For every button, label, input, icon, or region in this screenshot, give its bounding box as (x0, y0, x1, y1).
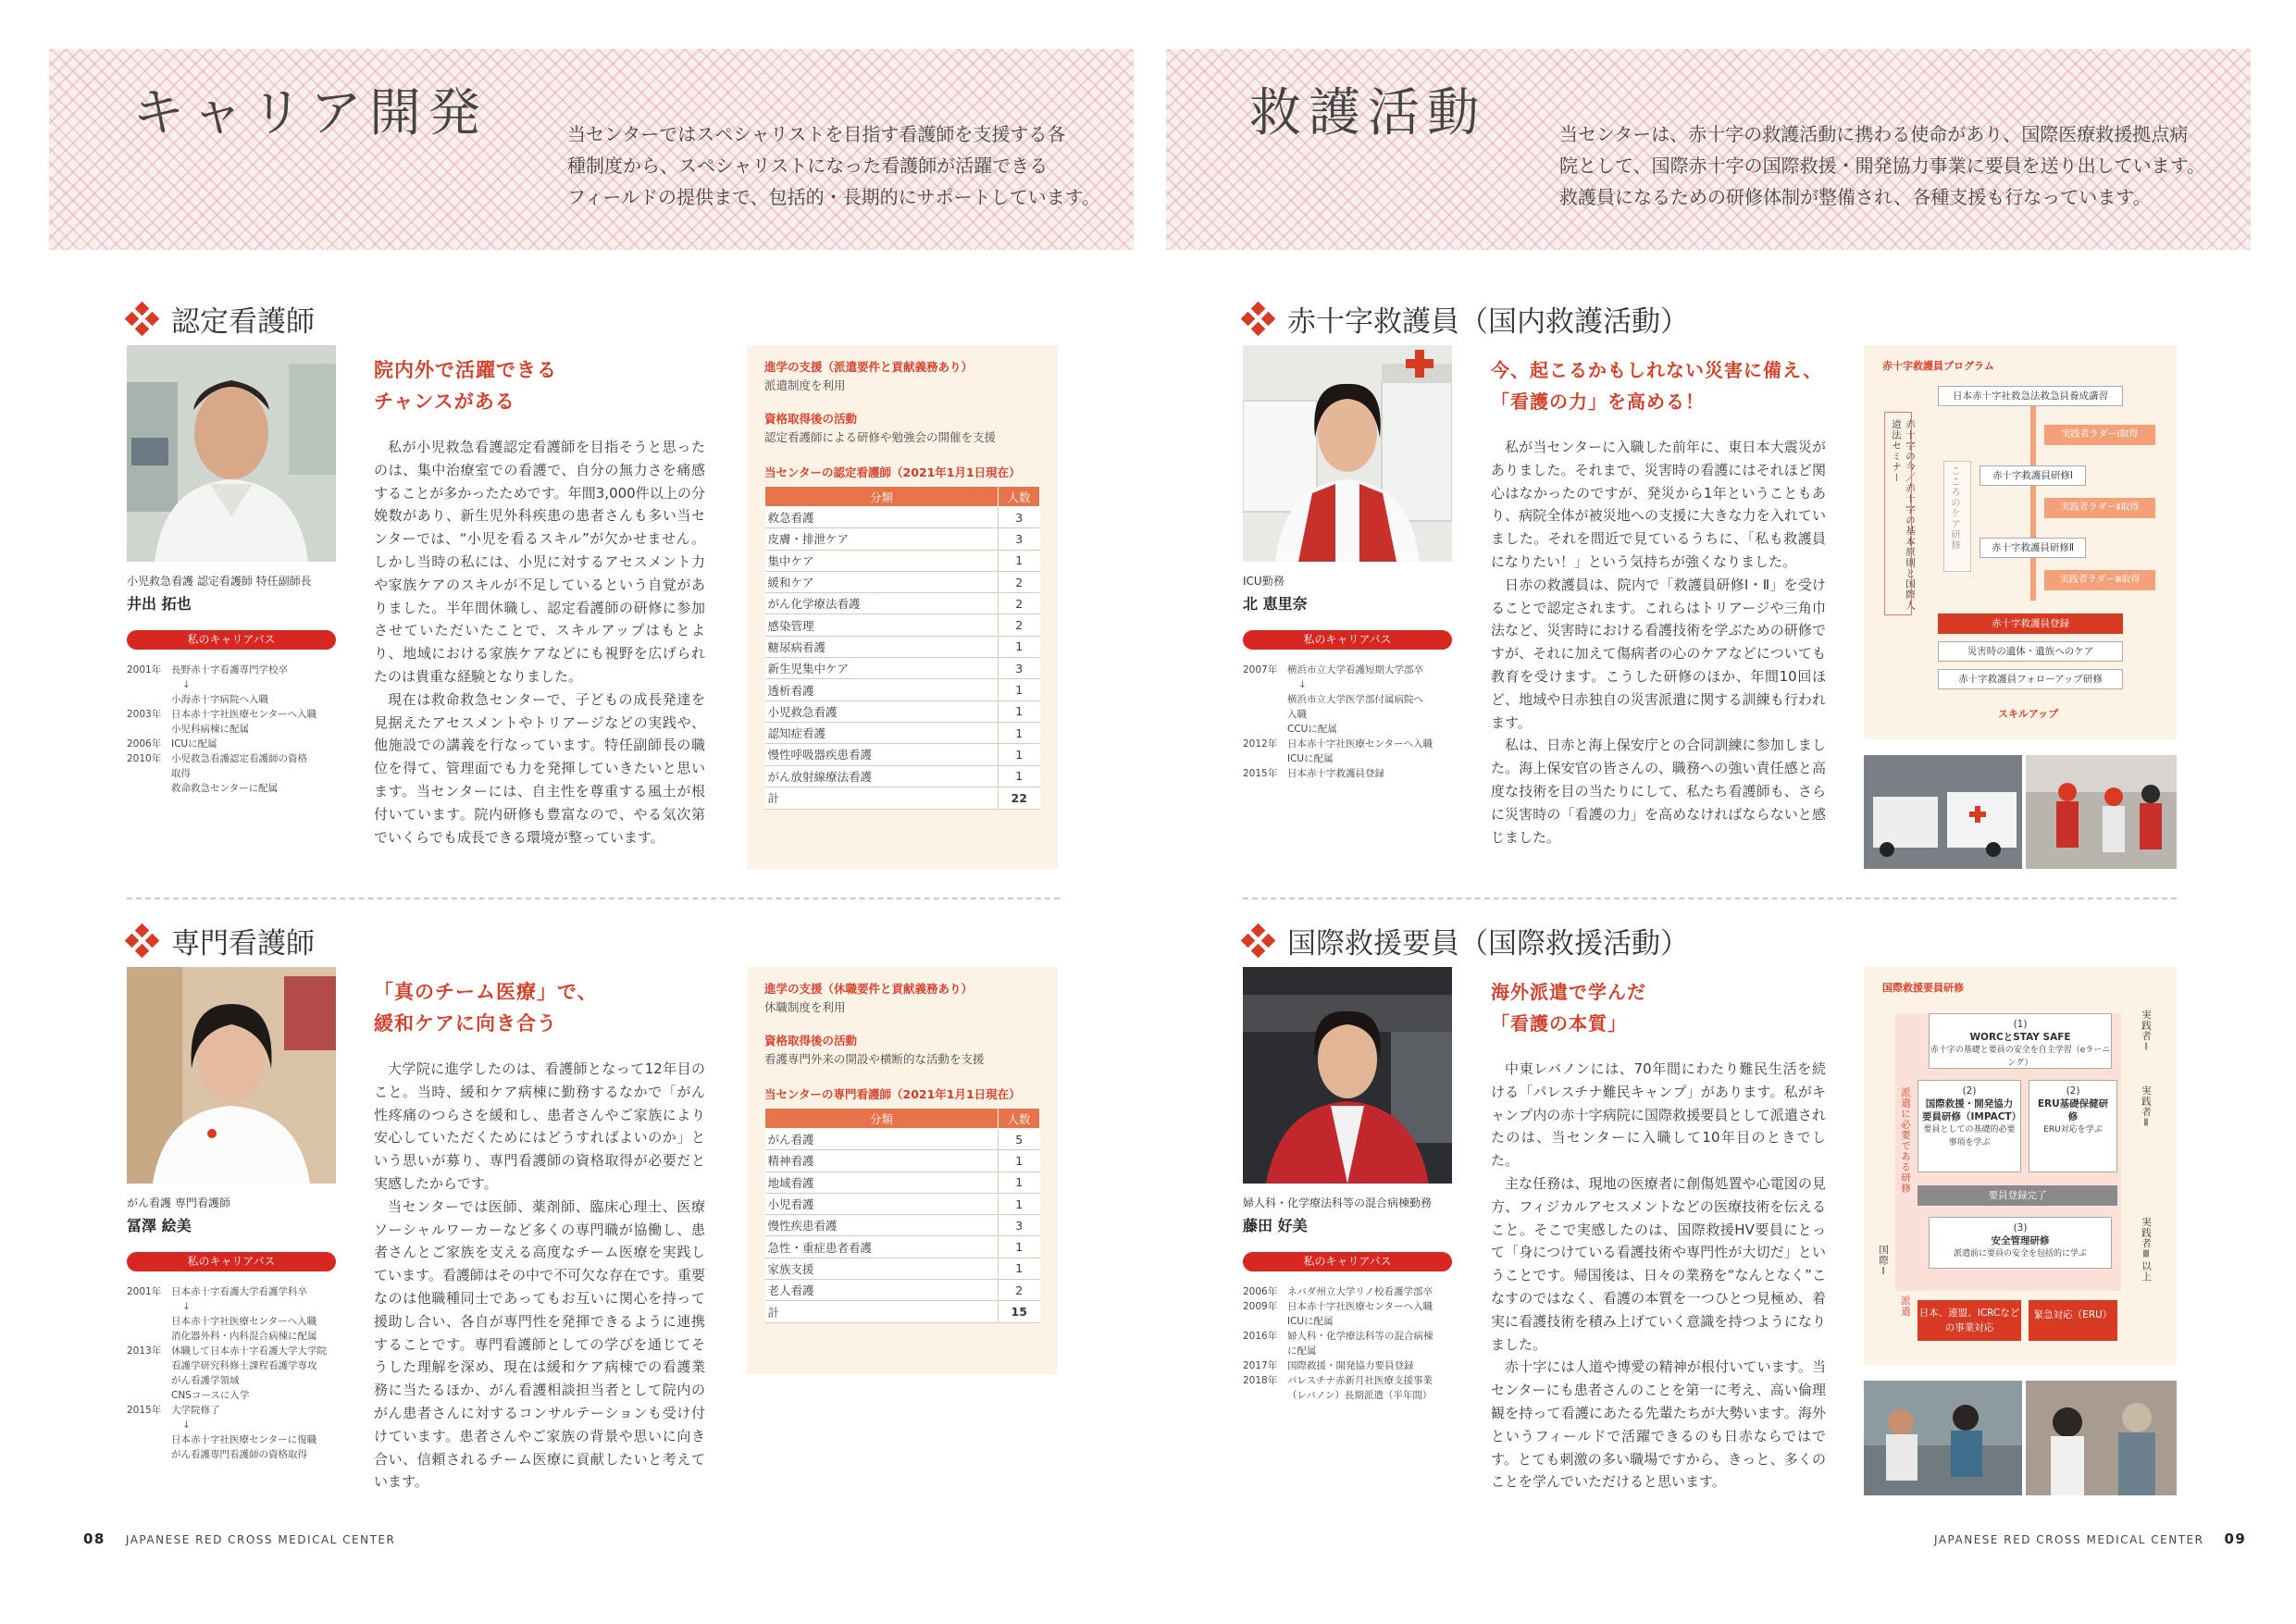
table-row: 感染管理 2 (765, 614, 1040, 636)
table-row: 小児看護 1 (765, 1193, 1040, 1214)
career-entry: 入職 (1287, 709, 1307, 720)
table-row: がん化学療法看護 2 (765, 593, 1040, 614)
career-entry: 2013年 休職して日本赤十字看護大学大学院 (127, 1345, 327, 1357)
person-title: 小児救急看護 認定看護師 特任副師長 (127, 575, 312, 588)
career-entry: 日本赤十字社医療センターに復職 (171, 1434, 317, 1445)
divider (1243, 898, 2177, 899)
career-entry: 日本赤十字社医療センターへ入職 (171, 1316, 317, 1327)
photo-tomizawa (127, 967, 336, 1184)
table-row: 急性・重症患者看護 1 (765, 1236, 1040, 1258)
career-entry: 小児科病棟に配属 (171, 724, 249, 735)
career-entry: 取得 (171, 768, 191, 779)
table-row: 透析看護 1 (765, 679, 1040, 700)
career-entry: ICUに配属 (1287, 1316, 1334, 1327)
table-row: 地域看護 1 (765, 1172, 1040, 1193)
table-row: 皮膚・排泄ケア 3 (765, 528, 1040, 550)
table-row: 救急看護 3 (765, 507, 1040, 528)
career-entry: （レバノン）長期派遣（半年間） (1287, 1390, 1433, 1401)
career-entry: 2015年 日本赤十字救護員登録 (1243, 768, 1384, 779)
career-entry: ↓ (1298, 679, 1307, 690)
diamond-icon (127, 925, 158, 957)
career-path-label: 私のキャリアパス (1243, 630, 1452, 650)
table-row: がん看護 5 (765, 1129, 1040, 1150)
career-entry: がん看護学領域 (171, 1375, 240, 1386)
table-total-row: 計 15 (765, 1301, 1040, 1323)
headline: 今、起こるかもしれない災害に備え、 「看護の力」を高める！ (1491, 359, 1823, 413)
career-timeline (1243, 1284, 1474, 1403)
career-entry: 2012年 日本赤十字社医療センターへ入職 (1243, 738, 1433, 750)
table-row: 緩和ケア 2 (765, 571, 1040, 592)
person-title: ICU勤務 (1243, 575, 1285, 588)
page-title-right: 救護活動 (1249, 83, 1486, 143)
career-entry: 2001年 日本赤十字看護大学看護学科卒 (127, 1286, 307, 1297)
table-row: 慢性疾患看護 3 (765, 1215, 1040, 1236)
section-heading-international-relief: 国際救援要員（国際救援活動） (1243, 920, 1689, 961)
person-name: 井出 拓也 (127, 595, 192, 613)
table-row: 小児救急看護 1 (765, 700, 1040, 722)
career-timeline (1243, 663, 1474, 781)
career-entry: 2007年 横浜市立大学看護短期大学部卒 (1243, 664, 1423, 676)
divider (127, 898, 1060, 899)
career-entry: 2016年 婦人科・化学療法科等の混合病棟 (1243, 1331, 1433, 1342)
career-entry: ↓ (182, 679, 191, 690)
diamond-icon (127, 304, 158, 335)
person-name: 北 恵里奈 (1243, 595, 1308, 613)
footer-left: 08 JAPANESE RED CROSS MEDICAL CENTER (83, 1531, 396, 1547)
photo-fujita (1243, 967, 1452, 1184)
career-entry: がん看護専門看護師の資格取得 (171, 1449, 307, 1460)
international-training-diagram: 国際救援要員研修 派遣に必要である研修 派遣 (1) WORCとSTAY SAFE 赤十字の基礎と要員の安全を自主学習（eラーニング） (2) 国際救援・開発協力要員研修（IMPACT） 要員としての基礎的必要事項を学ぶ (2) ERU基礎保健研修 ERU対応を学ぶ 要員登録完了 (3) 安全管理研修 派遣前に要員の安全を包括的に学ぶ 日本、連盟、ICRCなどの事業対応 緊急対応（ERU） 実践者Ⅰ 実践者Ⅱ 実践者Ⅲ以上 国際Ⅰ (1864, 967, 2177, 1365)
career-entry: 小海赤十字病院へ入職 (171, 694, 268, 705)
person-name: 藤田 好美 (1243, 1217, 1308, 1234)
table-row: 家族支援 1 (765, 1258, 1040, 1279)
specialist-nurse-table: 分類 人数 がん看護 5 精神看護 1 地域看護 1 小児看護 1 慢性疾患看護 3 急性・重症患者看護 1 家族支援 1 老人看護 2 計 15 (764, 1108, 1040, 1323)
photo-clinic (1864, 1381, 2022, 1495)
career-entry: 看護学研究科修士課程看護学専攻 (171, 1360, 317, 1371)
career-path-label: 私のキャリアパス (127, 1252, 336, 1271)
career-entry: 横浜市立大学医学部付属病院へ (1287, 694, 1423, 705)
photo-training (2026, 755, 2177, 869)
career-timeline (127, 663, 349, 796)
table-row: がん放射線療法看護 1 (765, 765, 1040, 787)
footer-right: JAPANESE RED CROSS MEDICAL CENTER 09 (1934, 1531, 2247, 1547)
table-row: 認知症看護 1 (765, 722, 1040, 743)
article-body: 私が小児救急看護認定看護師を目指そうと思ったのは、集中治療室での看護で、自分の無力さを痛感することが多かったためです。年間3,000件以上の分娩数があり、新生児外科疾患の患者さんも多い当センターでは、“小児を看るスキル”が欠かせません。しかし当時の私には、小児に対するアセスメント力や家族ケアのスキルが不足しているという自覚がありました。半年間休職し、認定看護師の研修に参加させていただいたことで、スキルアップはもとより、地域における家族ケアなどにも視野を広げられたのは貴重な経験となりました。 現在は救命救急センターで、子どもの成長発達を見据えたアセスメントやトリアージなどの実践や、他施設での講義を行なっています。特任副師長の職位を得て、管理面でも力を発揮していきたいと思います。当センターには、自主性を尊重する風土が根付いています。院内研修も豊富なので、やる気次第でいくらでも成長できる環境が整っています。 (374, 439, 705, 846)
photo-ide (127, 345, 336, 562)
photo-ambulance (1864, 755, 2022, 869)
career-entry: 2010年 小児救急看護認定看護師の資格 (127, 753, 307, 764)
headline: 「真のチーム医療」で、 緩和ケアに向き合う (374, 981, 598, 1035)
table-row: 慢性呼吸器疾患看護 1 (765, 744, 1040, 765)
person-name: 冨澤 絵美 (127, 1217, 192, 1234)
hero-description-left: 当センターではスペシャリストを目指す看護師を支援する各 種制度から、スペシャリストになった看護師が活躍できる フィールドの提供まで、包括的・長期的にサポートしています。 (567, 123, 1100, 208)
support-info-box: 進学の支援（休職要件と貢献義務あり） 休職制度を利用 資格取得後の活動 看護専門外来の開設や横断的な活動を支援 当センターの専門看護師（2021年1月1日現在） 分類 人数 がん看護 5 精神看護 1 地域看護 1 小児看護 1 慢性疾患看護 3 急性・重症患者看護 1 家族支援 1 老人看護 2 計 15 (747, 967, 1058, 1374)
diamond-icon (1243, 304, 1274, 335)
career-path-label: 私のキャリアパス (1243, 1252, 1452, 1271)
table-row: 新生児集中ケア 3 (765, 658, 1040, 679)
career-entry: CCUに配属 (1287, 724, 1337, 735)
career-entry: 2018年 パレスチナ赤新月社医療支援事業 (1243, 1375, 1433, 1386)
page-title-left: キャリア開発 (132, 83, 488, 143)
photo-patient-care (2026, 1381, 2177, 1495)
section-heading-domestic-relief: 赤十字救護員（国内救護活動） (1243, 298, 1689, 340)
certified-nurse-table: 分類 人数 救急看護 3 皮膚・排泄ケア 3 集中ケア 1 緩和ケア 2 がん化学療法看護 2 感染管理 2 糖尿病看護 1 新生児集中ケア 3 透析看護 1 小児救急看護 1 認知症看護 1 慢性呼吸器疾患看護 1 がん放射線療法看護 1 計 22 (764, 486, 1040, 810)
section-heading-certified-nurse: 認定看護師 (127, 298, 315, 340)
career-entry: 2015年 大学院修了 (127, 1405, 220, 1416)
person-title: がん看護 専門看護師 (127, 1196, 230, 1209)
article-body: 私が当センターに入職した前年に、東日本大震災がありました。それまで、災害時の看護にはそれほど関心はなかったのですが、発災から1年ということもあり、病院全体が被災地への支援に大きな力を入れていました。それを間近で見ているうちに、「私も救護員になりたい！」という気持ちが強くなりました。 日赤の救護員は、院内で「救護員研修Ⅰ・Ⅱ」を受けることで認定されます。これらはトリアージや三角巾法など、災害時における看護技術を学ぶための研修ですが、それに加えて傷病者の心のケアなどについても教育を受けます。こうした研修のほか、年間10回ほど、地域や日赤独自の災害派遣に関する訓練も行われます。 私は、日赤と海上保安庁との合同訓練に参加しました。海上保安官の皆さんの、職務への強い責任感と高度な技術を目の当たりにして、私たち看護師も、さらに災害時の「看護の力」を高めなければならないと感じました。 (1491, 439, 1826, 846)
table-total-row: 計 22 (765, 787, 1040, 809)
relief-program-diagram: 赤十字救護員プログラム 日本赤十字社救急法救急員養成講習 赤十字の今／赤十字の基本原則と国際人道法セミナー 実践者ラダーⅠ取得 赤十字救護員研修Ⅰ 実践者ラダーⅡ取得 赤十字救護員研修Ⅱ 実践者ラダーⅢ取得 赤十字救護員登録 災害時の遺体・遺族へのケア 赤十字救護員フォローアップ研修 スキルアップ (1864, 345, 2177, 739)
career-entry: 消化器外科・内科混合病棟に配属 (171, 1331, 317, 1342)
photo-kita (1243, 345, 1452, 562)
section-heading-specialist-nurse: 専門看護師 (127, 920, 315, 961)
diamond-icon (1243, 925, 1274, 957)
career-entry: 2006年 ICUに配属 (127, 738, 217, 750)
table-row: 糖尿病看護 1 (765, 636, 1040, 657)
career-timeline (127, 1284, 358, 1462)
headline: 海外派遣で学んだ 「看護の本質」 (1491, 981, 1646, 1035)
person-title: 婦人科・化学療法科等の混合病棟勤務 (1243, 1196, 1433, 1209)
career-entry: 2003年 日本赤十字社医療センターへ入職 (127, 709, 317, 720)
career-entry: CNSコースに入学 (171, 1390, 250, 1401)
article-body: 中東レバノンには、70年間にわたり難民生活を続ける「パレスチナ難民キャンプ」があります。私がキャンプ内の赤十字病院に国際救援要員として派遣されたのは、当センターに入職して10年目のときでした。 主な任務は、現地の医療者に創傷処置や心電図の見方、フィジカルアセスメントなどの医療技術を伝えること。そこで実感したのは、国際救援HV要員にとって「身につけている看護技術や専門性が大切だ」ということです。帰国後は、日々の業務を“なんとなく”こなすのではなく、看護の本質を一つひとつ見極め、着実に看護技術を積み上げていく意識を持つようになりました。 赤十字には人道や博愛の精神が根付いています。当センターにも患者さんのことを第一に考え、高い倫理観を持って看護にあたる先輩たちが大勢います。海外というフィールドで活躍できるのも日赤ならではです。とても刺激の多い職場ですから、きっと、多くのことを学んでいただけると思います。 (1491, 1060, 1826, 1491)
career-entry: 2006年 ネバダ州立大学リノ校看護学部卒 (1243, 1286, 1433, 1297)
support-info-box: 進学の支援（派遣要件と貢献義務あり） 派遣制度を利用 資格取得後の活動 認定看護師による研修や勉強会の開催を支援 当センターの認定看護師（2021年1月1日現在） 分類 人数 救急看護 3 皮膚・排泄ケア 3 集中ケア 1 緩和ケア 2 がん化学療法看護 2 感染管理 2 糖尿病看護 1 新生児集中ケア 3 透析看護 1 小児救急看護 1 認知症看護 1 慢性呼吸器疾患看護 1 がん放射線療法看護 1 計 22 (747, 345, 1058, 869)
career-path-label: 私のキャリアパス (127, 630, 336, 650)
article-body: 大学院に進学したのは、看護師となって12年目のこと。当時、緩和ケア病棟に勤務するなかで「がん性疼痛のつらさを緩和し、患者さんやご家族により安心していただくためにはどうすればよいのか」という思いが募り、専門看護師の資格取得が必要だと実感したからです。 当センターでは医師、薬剤師、臨床心理士、医療ソーシャルワーカーなど多くの専門職が協働し、患者さんとご家族を支える高度なチーム医療を実践しています。看護師はその中で不可欠な存在です。重要なのは他職種同士であってもお互いに関心を持って援助し合い、各自が専門性を発揮できるように連携することです。専門看護師としての学びを通じてそうした理解を深め、現在は緩和ケア病棟での看護業務に当たるほか、がん看護相談担当者として院内のがん患者さんに対するコンサルテーションも受け付けています。患者さんやご家族の背景や思いに向き合い、信頼されるチーム医療に貢献したいと考えています。 (374, 1060, 705, 1491)
career-entry: 2001年 長野赤十字看護専門学校卒 (127, 664, 288, 676)
career-entry: ICUに配属 (1287, 753, 1334, 764)
table-row: 老人看護 2 (765, 1280, 1040, 1301)
career-entry: に配属 (1287, 1345, 1317, 1357)
career-entry: 救命救急センターに配属 (171, 783, 279, 794)
headline: 院内外で活躍できる チャンスがある (374, 359, 557, 413)
table-row: 精神看護 1 (765, 1150, 1040, 1172)
career-entry: ↓ (182, 1419, 191, 1431)
career-entry: 2009年 日本赤十字社医療センターへ入職 (1243, 1301, 1433, 1312)
hero-description-right: 当センターは、赤十字の救護活動に携わる使命があり、国際医療救援拠点病 院として、国際赤十字の国際救援・開発協力事業に要員を送り出しています。 救護員になるための研修体制が整備され、各種支援も行なっています。 (1559, 123, 2205, 208)
career-entry: ↓ (182, 1301, 191, 1312)
career-entry: 2017年 国際救援・開発協力要員登録 (1243, 1360, 1414, 1371)
table-row: 集中ケア 1 (765, 550, 1040, 571)
